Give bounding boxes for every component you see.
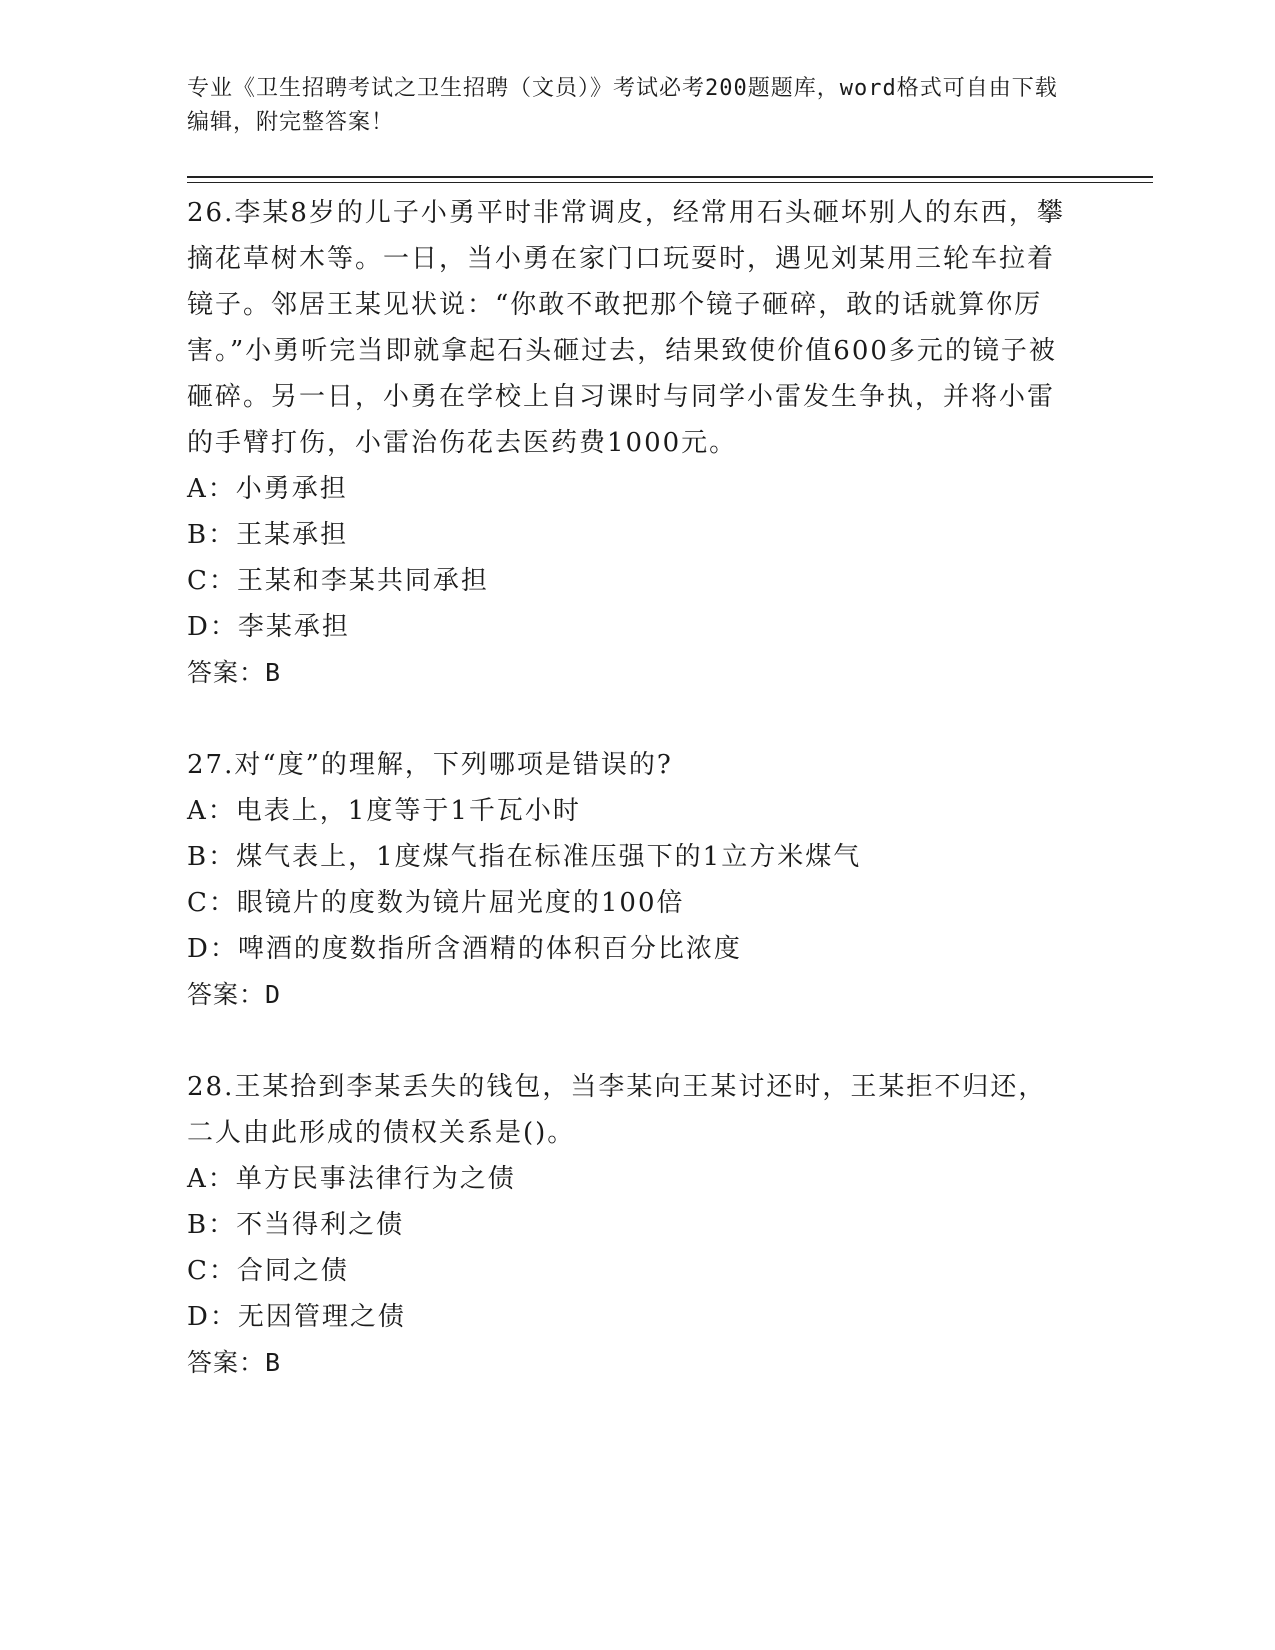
- question-stem: 27.对“度”的理解，下列哪项是错误的?: [187, 750, 673, 780]
- option-b: B：王某承担: [187, 520, 349, 550]
- answer-key: 答案：D: [187, 980, 282, 1009]
- question-list: [187, 190, 1067, 1432]
- option-a: A：电表上，1度等于1千瓦小时: [187, 796, 581, 826]
- option-d: D：啤酒的度数指所含酒精的体积百分比浓度: [187, 934, 742, 964]
- question-stem: 26.李某8岁的儿子小勇平时非常调皮，经常用石头砸坏别人的东西，攀摘花草树木等。一日，当小勇在家门口玩耍时，遇见刘某用三轮车拉着镜子。邻居王某见状说：“你敢不敢把那个镜子砸碎，敢的话就算你厉害。”小勇听完当即就拿起石头砸过去，结果致使价值600多元的镜子被砸碎。另一日，小勇在学校上自习课时与同学小雷发生争执，并将小雷的手臂打伤，小雷治伤花去医药费1000元。: [187, 198, 1065, 458]
- question-stem: 28.王某拾到李某丢失的钱包，当李某向王某讨还时，王某拒不归还，二人由此形成的债权关系是()。: [187, 1072, 1047, 1148]
- option-c: C：眼镜片的度数为镜片屈光度的100倍: [187, 888, 685, 918]
- question-28: [187, 1064, 1067, 1386]
- option-d: D：无因管理之债: [187, 1302, 406, 1332]
- question-26: [187, 190, 1067, 696]
- answer-key: 答案：B: [187, 1348, 282, 1377]
- option-a: A：单方民事法律行为之债: [187, 1164, 516, 1194]
- option-a: A：小勇承担: [187, 474, 348, 504]
- option-d: D：李某承担: [187, 612, 350, 642]
- question-27: [187, 742, 1067, 1018]
- header-divider-thick: [187, 176, 1153, 178]
- document-header: [187, 72, 1067, 140]
- header-intro-text: 专业《卫生招聘考试之卫生招聘（文员）》考试必考200题题库，word格式可自由下载编辑，附完整答案！: [187, 76, 1058, 135]
- option-b: B：煤气表上，1度煤气指在标准压强下的1立方米煤气: [187, 842, 862, 872]
- answer-key: 答案：B: [187, 658, 282, 687]
- header-divider-thin: [187, 182, 1153, 183]
- option-c: C：王某和李某共同承担: [187, 566, 489, 596]
- option-c: C：合同之债: [187, 1256, 349, 1286]
- option-b: B：不当得利之债: [187, 1210, 405, 1240]
